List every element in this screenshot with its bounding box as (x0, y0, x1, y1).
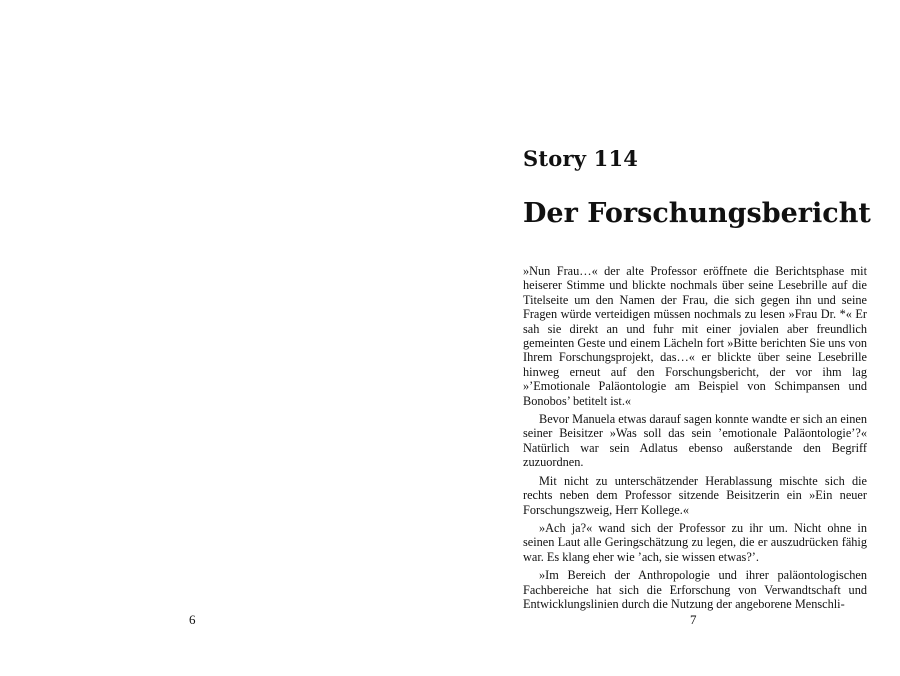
paragraph-4: »Ach ja?« wand sich der Professor zu ihr um. Nicht ohne in seinen Laut alle Geringschätzung zu legen, die er auszudrücken fähig war. Es klang eher wie ’ach, sie wissen etwas?’. (523, 520, 867, 564)
story-title: Der Forschungsbericht (523, 198, 871, 229)
right-page (450, 0, 900, 676)
paragraph-5: »Im Bereich der Anthropologie und ihrer paläontologischen Fachbereiche hat sich die Erforschung von Verwandtschaft und Entwicklungslinien durch die Nutzung der angeborene Menschli- (523, 568, 867, 611)
right-page-number: 7 (690, 612, 697, 627)
left-page-number: 6 (189, 612, 196, 627)
paragraph-3: Mit nicht zu unterschätzender Herablassung mischte sich die rechts neben dem Professor sitzende Beisitzerin ein »Ein neuer Forschungszweig, Herr Kollege.« (523, 473, 867, 517)
paragraph-1: »Nun Frau…« der alte Professor eröffnete die Berichtsphase mit heiserer Stimme und blickte nochmals über seine Lesebrille auf die Titelseite um den Namen der Frau, die sich gegen ihn und seine Fragen würde verteidigen müssen nochmals zu lesen »Frau Dr. *« Er sah sie direkt an und fuhr mit einer jovialen aber freundlich gemeinten Geste und einem Lächeln fort »Bitte berichten Sie uns von Ihrem Forschungsprojekt, das…« er blickte über seine Lesebrille hinweg erneut auf den Forschungsbericht, der vor ihm lag »’Emotionale Paläontologie am Beispiel von Schimpansen und Bonobos’ betitelt ist.« (523, 264, 867, 408)
paragraph-2: Bevor Manuela etwas darauf sagen konnte wandte er sich an einen seiner Beisitzer »Was soll das sein ’emotionale Paläontologie’?« Natürlich war sein Adlatus ebenso außerstande den Begriff zuzuordnen. (523, 412, 867, 470)
story-label: Story 114 (523, 146, 639, 171)
story-body (523, 264, 867, 615)
